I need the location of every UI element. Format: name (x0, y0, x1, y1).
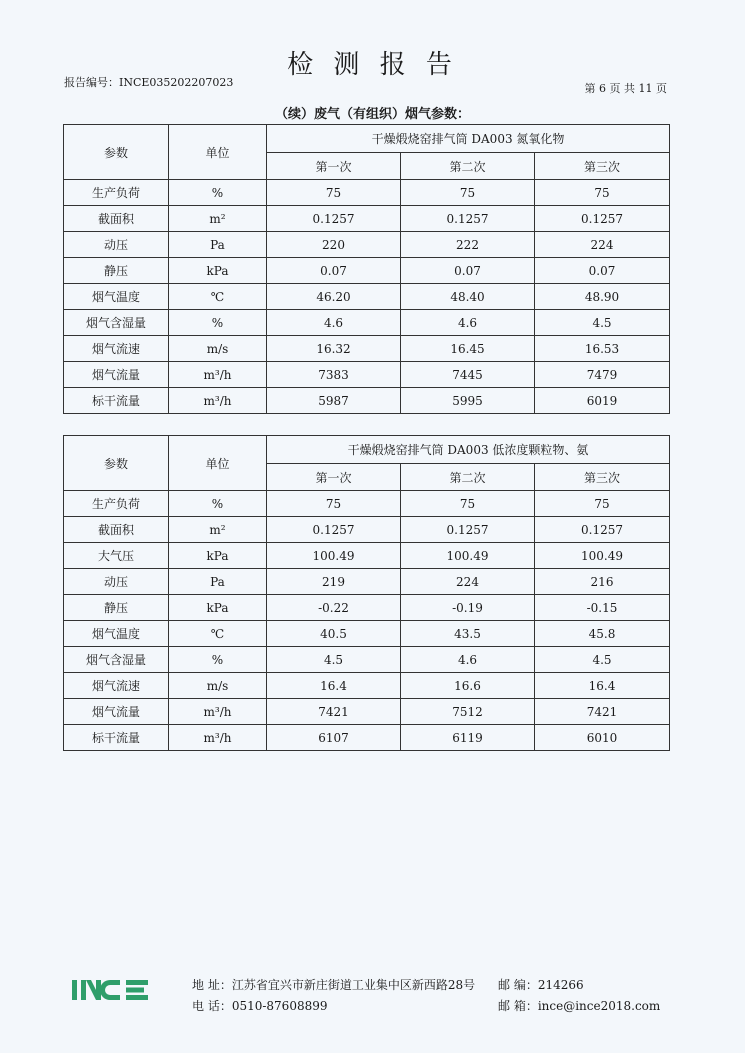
table-row (64, 699, 670, 725)
cell-unit: m² (169, 206, 267, 232)
section-title: （续）废气（有组织）烟气参数： (274, 107, 470, 122)
cell-v3: 216 (535, 569, 670, 595)
header-second: 第二次 (401, 153, 535, 180)
cell-v3: 6019 (535, 388, 670, 414)
cell-v3: 7421 (535, 699, 670, 725)
cell-param: 标干流量 (64, 725, 169, 751)
table-row (64, 543, 670, 569)
ince-logo (70, 975, 160, 1005)
footer-email: 邮 箱：ince@ince2018.com (498, 999, 661, 1013)
cell-v3: 0.07 (535, 258, 670, 284)
cell-v2: -0.19 (401, 595, 535, 621)
cell-v2: 224 (401, 569, 535, 595)
table-row (64, 673, 670, 699)
cell-v3: 0.1257 (535, 206, 670, 232)
table-row (64, 647, 670, 673)
header-third: 第三次 (535, 464, 670, 491)
cell-unit: % (169, 647, 267, 673)
cell-param: 烟气含湿量 (64, 647, 169, 673)
cell-v2: 0.07 (401, 258, 535, 284)
cell-unit: m³/h (169, 362, 267, 388)
cell-v1: 16.4 (267, 673, 401, 699)
header-second: 第二次 (401, 464, 535, 491)
cell-unit: ℃ (169, 284, 267, 310)
cell-v3: 75 (535, 180, 670, 206)
header-first: 第一次 (267, 464, 401, 491)
header-param: 参数 (64, 125, 169, 180)
cell-unit: m³/h (169, 725, 267, 751)
cell-v3: 224 (535, 232, 670, 258)
cell-v3: -0.15 (535, 595, 670, 621)
cell-param: 截面积 (64, 206, 169, 232)
cell-v1: 7421 (267, 699, 401, 725)
cell-v3: 100.49 (535, 543, 670, 569)
cell-v3: 16.4 (535, 673, 670, 699)
header-unit: 单位 (169, 436, 267, 491)
cell-param: 烟气流量 (64, 699, 169, 725)
cell-v3: 48.90 (535, 284, 670, 310)
table-row (64, 362, 670, 388)
table-row (64, 517, 670, 543)
cell-v1: 6107 (267, 725, 401, 751)
cell-param: 大气压 (64, 543, 169, 569)
cell-unit: Pa (169, 232, 267, 258)
cell-v2: 43.5 (401, 621, 535, 647)
cell-v3: 7479 (535, 362, 670, 388)
cell-param: 烟气流量 (64, 362, 169, 388)
cell-v2: 16.45 (401, 336, 535, 362)
cell-unit: ℃ (169, 621, 267, 647)
cell-v2: 7445 (401, 362, 535, 388)
header-param: 参数 (64, 436, 169, 491)
cell-v1: 40.5 (267, 621, 401, 647)
cell-v1: 16.32 (267, 336, 401, 362)
report-number: 报告编号：INCE035202207023 (64, 76, 234, 89)
cell-v1: 7383 (267, 362, 401, 388)
cell-v3: 75 (535, 491, 670, 517)
cell-unit: m/s (169, 673, 267, 699)
flue-gas-table-2 (63, 435, 670, 751)
flue-gas-table-1 (63, 124, 670, 414)
page-number: 第 6 页 共 11 页 (584, 82, 667, 95)
cell-v1: 100.49 (267, 543, 401, 569)
table-row (64, 180, 670, 206)
header-unit: 单位 (169, 125, 267, 180)
table-row (64, 621, 670, 647)
table-row (64, 232, 670, 258)
cell-v1: 4.5 (267, 647, 401, 673)
cell-v1: 4.6 (267, 310, 401, 336)
cell-v3: 16.53 (535, 336, 670, 362)
cell-v1: 46.20 (267, 284, 401, 310)
cell-v2: 0.1257 (401, 206, 535, 232)
cell-v1: -0.22 (267, 595, 401, 621)
cell-v3: 0.1257 (535, 517, 670, 543)
cell-v2: 6119 (401, 725, 535, 751)
table-row (64, 595, 670, 621)
cell-v1: 75 (267, 491, 401, 517)
cell-v2: 48.40 (401, 284, 535, 310)
cell-unit: m² (169, 517, 267, 543)
cell-unit: kPa (169, 258, 267, 284)
cell-v1: 75 (267, 180, 401, 206)
cell-v2: 7512 (401, 699, 535, 725)
cell-v1: 219 (267, 569, 401, 595)
cell-v1: 0.07 (267, 258, 401, 284)
cell-v1: 0.1257 (267, 517, 401, 543)
cell-param: 烟气含湿量 (64, 310, 169, 336)
cell-v2: 4.6 (401, 647, 535, 673)
logo-mark-icon (70, 975, 160, 1005)
cell-unit: Pa (169, 569, 267, 595)
footer-phone: 电 话：0510-87608899 (192, 999, 328, 1013)
cell-param: 动压 (64, 232, 169, 258)
cell-v2: 222 (401, 232, 535, 258)
cell-v3: 45.8 (535, 621, 670, 647)
cell-unit: kPa (169, 595, 267, 621)
table-row (64, 388, 670, 414)
cell-v1: 0.1257 (267, 206, 401, 232)
cell-v2: 75 (401, 491, 535, 517)
table-caption: 干燥煅烧窑排气筒 DA003 低浓度颗粒物、氨 (267, 436, 670, 464)
cell-param: 标干流量 (64, 388, 169, 414)
cell-v3: 6010 (535, 725, 670, 751)
footer-address: 地 址：江苏省宜兴市新庄街道工业集中区新西路28号 (192, 978, 476, 992)
cell-v2: 75 (401, 180, 535, 206)
table-row (64, 258, 670, 284)
header-first: 第一次 (267, 153, 401, 180)
cell-v2: 100.49 (401, 543, 535, 569)
cell-unit: % (169, 310, 267, 336)
cell-unit: m³/h (169, 699, 267, 725)
page-title: 检 测 报 告 (287, 50, 458, 80)
cell-param: 静压 (64, 595, 169, 621)
cell-unit: % (169, 180, 267, 206)
table-row (64, 206, 670, 232)
cell-param: 截面积 (64, 517, 169, 543)
cell-unit: m/s (169, 336, 267, 362)
cell-v2: 0.1257 (401, 517, 535, 543)
cell-v1: 220 (267, 232, 401, 258)
table-row (64, 284, 670, 310)
table-row (64, 310, 670, 336)
cell-param: 动压 (64, 569, 169, 595)
cell-v3: 4.5 (535, 310, 670, 336)
cell-param: 烟气温度 (64, 284, 169, 310)
cell-v3: 4.5 (535, 647, 670, 673)
header-third: 第三次 (535, 153, 670, 180)
cell-param: 烟气流速 (64, 336, 169, 362)
footer-postcode: 邮 编：214266 (498, 978, 584, 992)
cell-param: 生产负荷 (64, 491, 169, 517)
cell-param: 静压 (64, 258, 169, 284)
table-row (64, 725, 670, 751)
cell-unit: % (169, 491, 267, 517)
cell-param: 烟气流速 (64, 673, 169, 699)
cell-v2: 4.6 (401, 310, 535, 336)
cell-v1: 5987 (267, 388, 401, 414)
table-row (64, 336, 670, 362)
cell-param: 生产负荷 (64, 180, 169, 206)
cell-param: 烟气温度 (64, 621, 169, 647)
cell-unit: kPa (169, 543, 267, 569)
cell-unit: m³/h (169, 388, 267, 414)
table-row (64, 491, 670, 517)
table-row (64, 569, 670, 595)
cell-v2: 16.6 (401, 673, 535, 699)
table-caption: 干燥煅烧窑排气筒 DA003 氮氧化物 (267, 125, 670, 153)
cell-v2: 5995 (401, 388, 535, 414)
